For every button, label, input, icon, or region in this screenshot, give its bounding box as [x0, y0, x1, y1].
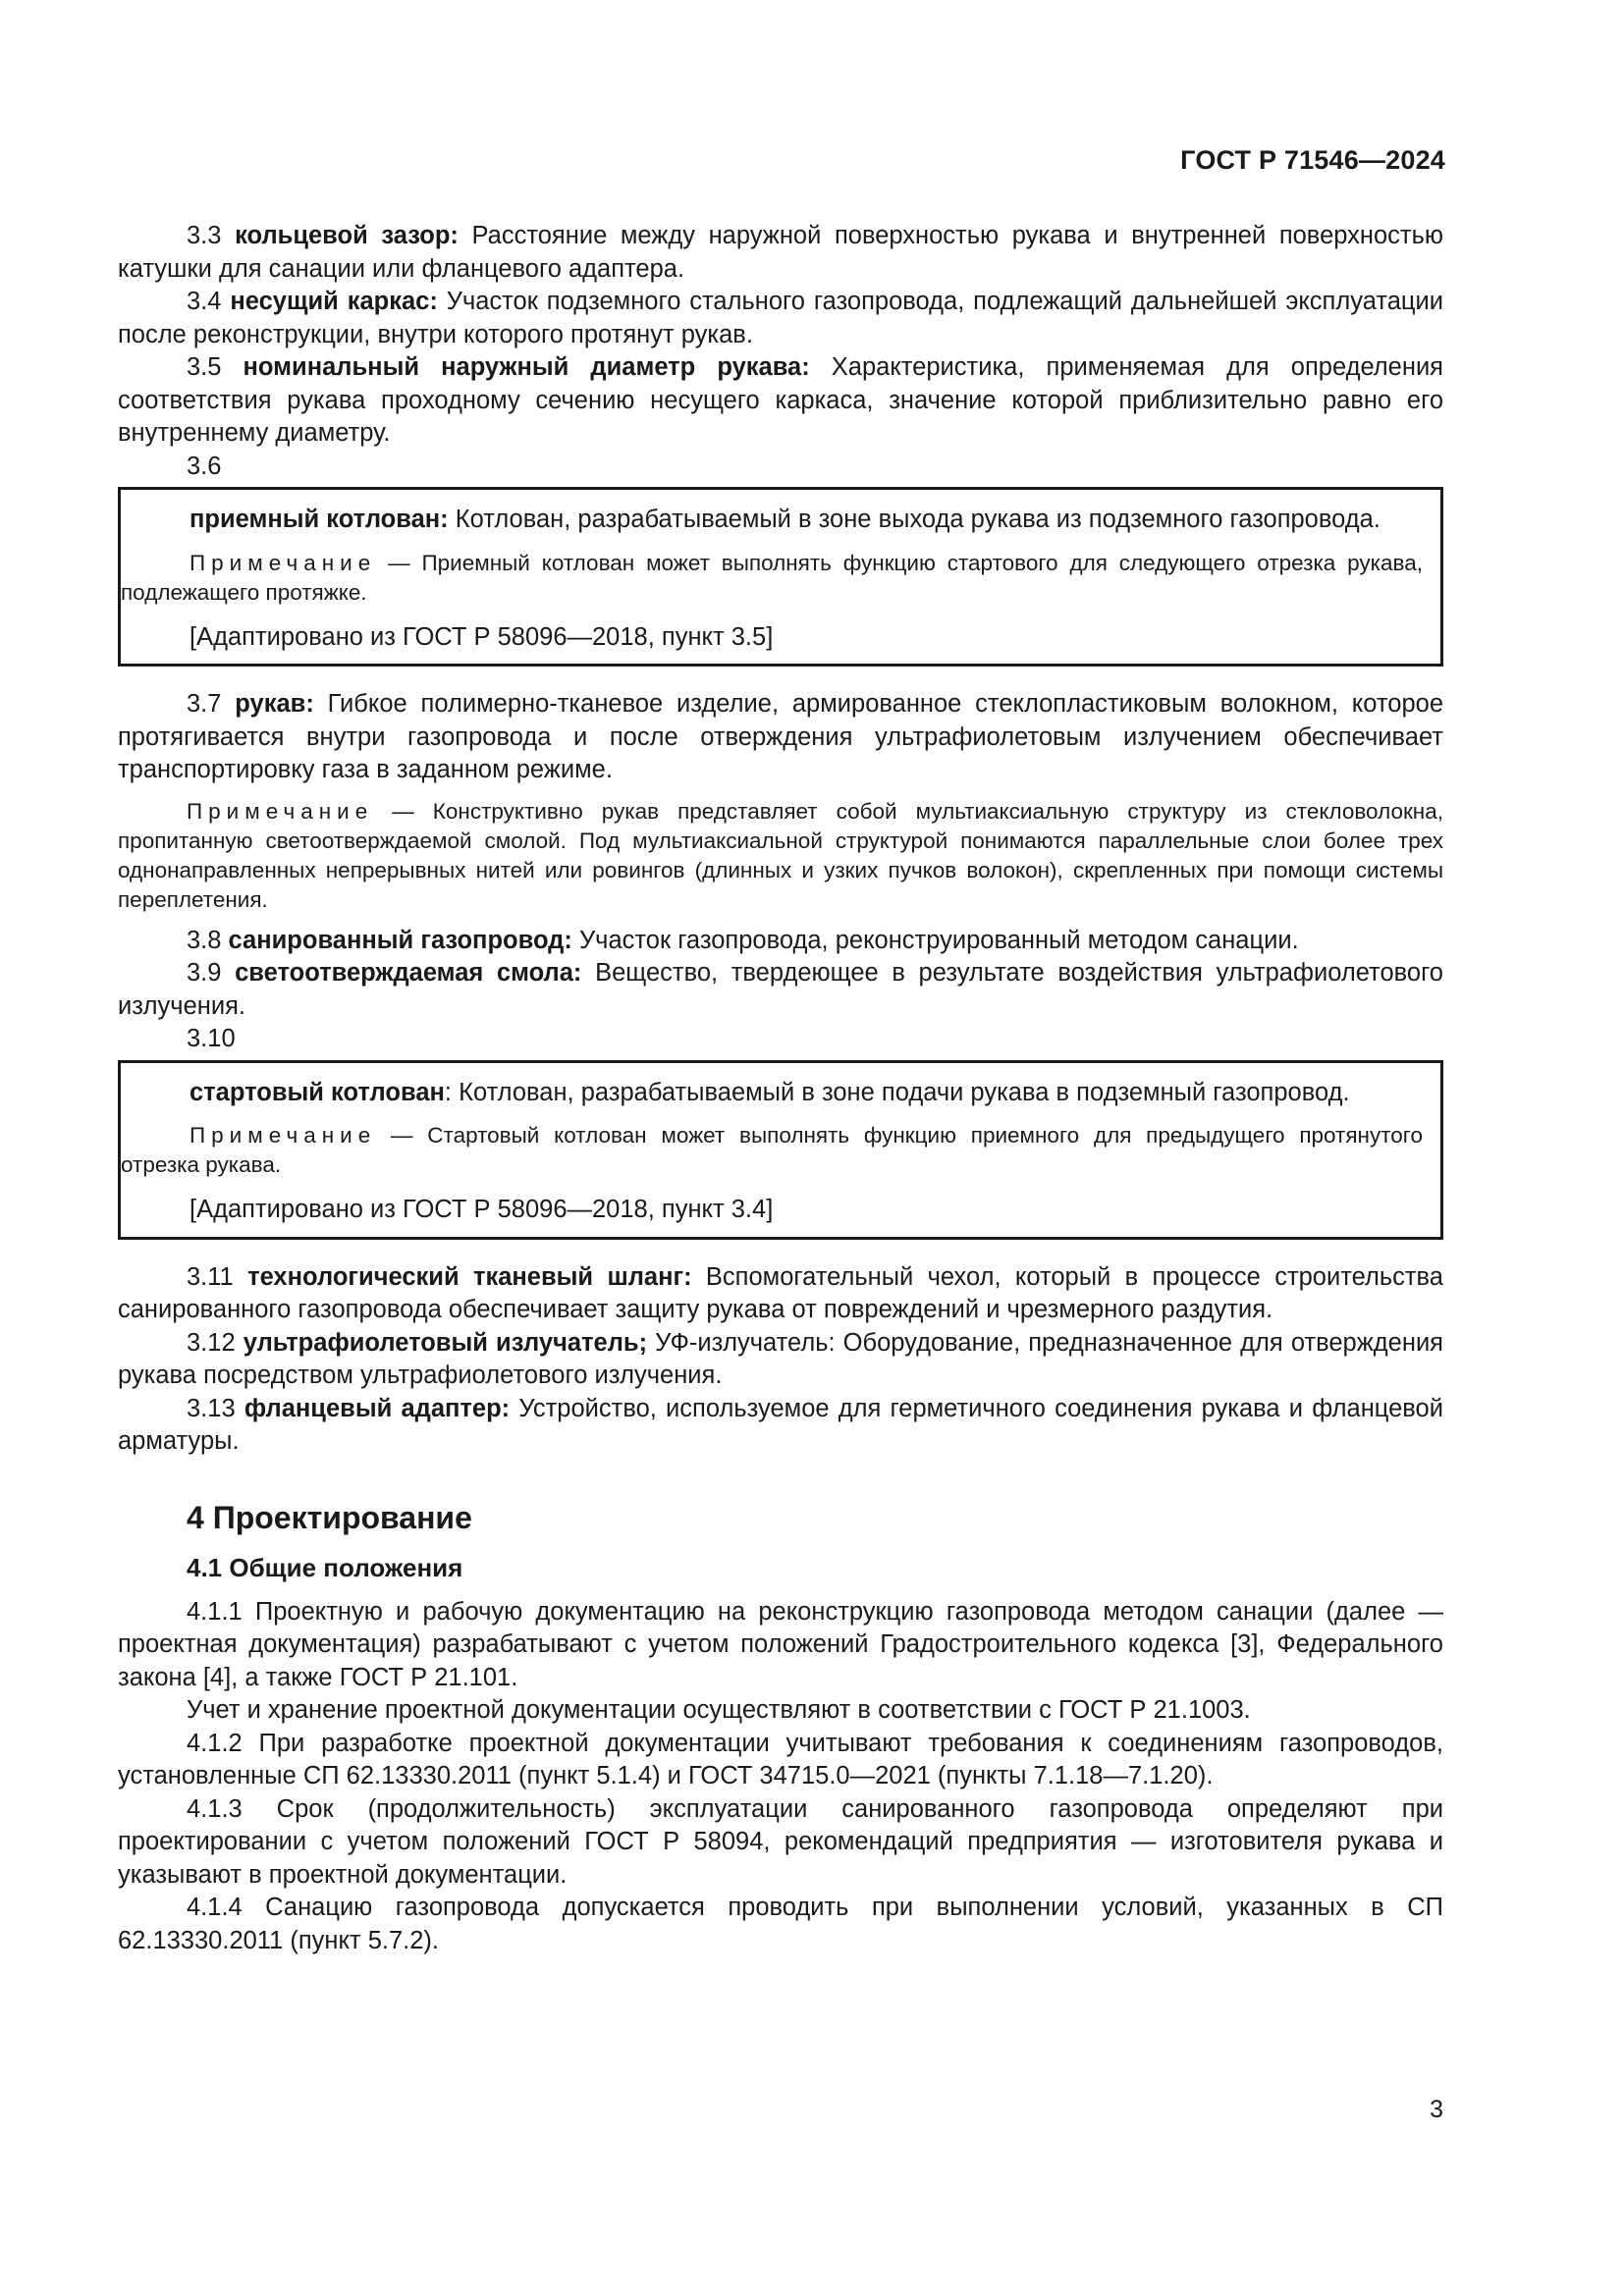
note-label: Примечание	[189, 1123, 377, 1148]
term-number: 3.5	[187, 353, 222, 381]
document-body	[118, 220, 1443, 1957]
term-3-11	[118, 1261, 1443, 1327]
term-3-3	[118, 220, 1443, 286]
note-text: — Стартовый котлован может выполнять функцию приемного для предыдущего протянутого отрезка рукава.	[121, 1123, 1423, 1177]
clause-4-1-3: 4.1.3 Срок (продолжительность) эксплуатации санированного газопровода определяют при проектировании с учетом положений ГОСТ Р 58094, рекомендаций предприятия — изготовителя рукава и указывают в проектной документации.	[118, 1794, 1443, 1889]
term-name: номинальный наружный диаметр рукава:	[243, 353, 810, 381]
term-definition: Устройство, используемое для герметичного соединения рукава и фланцевой арматуры.	[118, 1394, 1443, 1455]
term-number: 3.8	[187, 926, 222, 954]
term-definition: Участок газопровода, реконструированный методом санации.	[571, 926, 1299, 954]
term-definition: Расстояние между наружной поверхностью рукава и внутренней поверхностью катушки для санации или фланцевого адаптера.	[118, 222, 1444, 283]
term-name: технологический тканевый шланг:	[247, 1262, 692, 1291]
term-name: несущий каркас:	[230, 288, 438, 315]
term-number: 3.4	[187, 288, 222, 315]
term-3-5	[118, 351, 1443, 451]
term-3-10-definition	[121, 1077, 1423, 1110]
note-text: — Приемный котлован может выполнять функцию стартового для следующего отрезка рукава, подлежащего протяжке.	[121, 550, 1423, 605]
clause-4-1-4: 4.1.4 Санацию газопровода допускается проводить при выполнении условий, указанных в СП 62.13330.2011 (пункт 5.7.2).	[118, 1894, 1443, 1954]
term-definition: УФ-излучатель: Оборудование, предназначенное для отверждения рукава посредством ультрафиолетового излучения.	[118, 1328, 1443, 1389]
term-definition: Котлован, разрабатываемый в зоне выхода рукава из подземного газопровода.	[448, 506, 1380, 533]
term-definition: : Котлован, разрабатываемый в зоне подачи рукава в подземный газопровод.	[444, 1078, 1350, 1106]
page-number: 3	[1430, 2096, 1443, 2123]
term-3-10-note	[121, 1121, 1423, 1180]
term-name: стартовый котлован	[189, 1078, 445, 1106]
term-name: фланцевый адаптер:	[244, 1394, 511, 1422]
term-number: 3.13	[187, 1394, 236, 1422]
term-definition: Гибкое полимерно-тканевое изделие, армированное стеклопластиковым волокном, которое протягивается внутри газопровода и после отверждения ультрафиолетовым излучением обеспечивает транспортировку газа в заданном режиме.	[118, 690, 1443, 783]
term-3-6-definition	[121, 504, 1423, 537]
term-3-4	[118, 286, 1443, 351]
subsection-heading: 4.1 Общие положения	[187, 1552, 463, 1582]
term-3-9	[118, 957, 1443, 1023]
term-3-7-note	[118, 797, 1443, 915]
term-name: приемный котлован:	[189, 506, 449, 533]
note-text: — Конструктивно рукав представляет собой мультиаксиальную структуру из стекловолокна, пропитанную светоотверждаемой смолой. Под мультиаксиальной структурой понимаются параллельные слои более трех однонаправленных непрерывных нитей или ровингов (длинных и узких пучков волокон), скрепленных при помощи системы переплетения.	[118, 798, 1443, 912]
term-name: санированный газопровод:	[228, 926, 572, 954]
term-definition: Вещество, твердеющее в результате воздействия ультрафиолетового излучения.	[118, 959, 1443, 1020]
term-3-7	[118, 688, 1443, 787]
term-number: 3.3	[187, 222, 222, 249]
term-3-6-box	[118, 487, 1443, 667]
term-name: ультрафиолетовый излучатель;	[243, 1328, 648, 1357]
note-label: Примечание	[187, 798, 374, 824]
term-name: кольцевой зазор:	[235, 222, 459, 249]
term-definition: Вспомогательный чехол, который в процессе строительства санированного газопровода обеспечивает защиту рукава от повреждений и чрезмерного раздутия.	[118, 1262, 1443, 1323]
section-heading: 4 Проектирование	[187, 1499, 472, 1535]
term-3-6-note	[121, 549, 1423, 608]
term-number: 3.9	[187, 959, 222, 987]
clause-4-1-1: 4.1.1 Проектную и рабочую документацию на реконструкцию газопровода методом санации (далее — проектная документация) разрабатывают с учетом положений Градостроительного кодекса [3], Федерального закона [4], а также ГОСТ Р 21.101.	[118, 1597, 1443, 1691]
term-definition: Характеристика, применяемая для определения соответствия рукава проходному сечению несущего каркаса, значение которой приблизительно равно его внутреннему диаметру.	[118, 353, 1443, 447]
term-3-6-number: 3.6	[187, 452, 222, 480]
clause-4-1-1-continuation: Учет и хранение проектной документации осуществляют в соответствии с ГОСТ Р 21.1003.	[187, 1696, 1251, 1724]
term-3-10-number: 3.10	[187, 1025, 236, 1052]
term-3-6-source: [Адаптировано из ГОСТ Р 58096—2018, пункт 3.5]	[189, 622, 774, 651]
term-3-8	[118, 925, 1443, 958]
term-3-13	[118, 1393, 1443, 1459]
clause-4-1-2: 4.1.2 При разработке проектной документации учитывают требования к соединениям газопроводов, установленные СП 62.13330.2011 (пункт 5.1.4) и ГОСТ 34715.0—2021 (пункты 7.1.18—7.1.20).	[118, 1729, 1443, 1789]
term-definition: Участок подземного стального газопровода, подлежащий дальнейшей эксплуатации после реконструкции, внутри которого протянут рукав.	[118, 288, 1443, 348]
term-name: рукав:	[235, 690, 314, 718]
term-3-12	[118, 1327, 1443, 1393]
term-number: 3.7	[187, 690, 222, 718]
term-3-10-source: [Адаптировано из ГОСТ Р 58096—2018, пункт 3.4]	[189, 1196, 774, 1223]
term-number: 3.12	[187, 1328, 236, 1357]
note-label: Примечание	[189, 550, 377, 575]
term-number: 3.11	[187, 1262, 234, 1291]
document-code-header: ГОСТ Р 71546—2024	[1180, 145, 1445, 175]
term-3-10-box	[118, 1060, 1443, 1240]
term-name: светоотверждаемая смола:	[235, 959, 582, 987]
